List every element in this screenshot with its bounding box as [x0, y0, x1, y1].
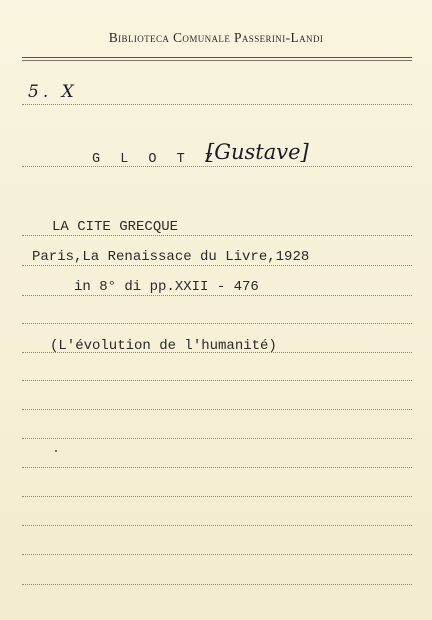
dotted-line-blank-9	[22, 584, 412, 585]
shelfmark: 5. X	[28, 82, 78, 102]
dotted-line-title	[22, 235, 412, 236]
dotted-line-blank-2	[22, 380, 412, 381]
dotted-line-imprint	[22, 265, 412, 266]
format-line: in 8° di pp.XXII - 476	[74, 279, 259, 295]
dotted-line-blank-6	[22, 496, 412, 497]
dotted-line-1	[22, 104, 412, 105]
dotted-line-blank-4	[22, 438, 412, 439]
imprint-line: Paris,La Renaissace du Livre,1928	[32, 249, 310, 265]
author-firstname-handwritten: [Gustave]	[206, 140, 309, 164]
dotted-line-blank-1	[22, 323, 412, 324]
header-rule-bottom	[22, 60, 412, 61]
dotted-line-blank-3	[22, 409, 412, 410]
author-surname: G L O T Z	[92, 152, 219, 167]
dotted-line-author	[22, 166, 412, 167]
dotted-line-blank-8	[22, 554, 412, 555]
series-line: (L'évolution de l'humanité)	[50, 338, 277, 354]
dotted-line-blank-5	[22, 467, 412, 468]
paper-speck	[55, 450, 57, 452]
library-header: Biblioteca Comunale Passerini-Landi	[108, 30, 324, 45]
dotted-line-format	[22, 295, 412, 296]
dotted-line-blank-7	[22, 525, 412, 526]
title-line: LA CITE GRECQUE	[52, 219, 179, 235]
header-rule-top	[22, 57, 412, 58]
dotted-line-series	[22, 352, 412, 353]
